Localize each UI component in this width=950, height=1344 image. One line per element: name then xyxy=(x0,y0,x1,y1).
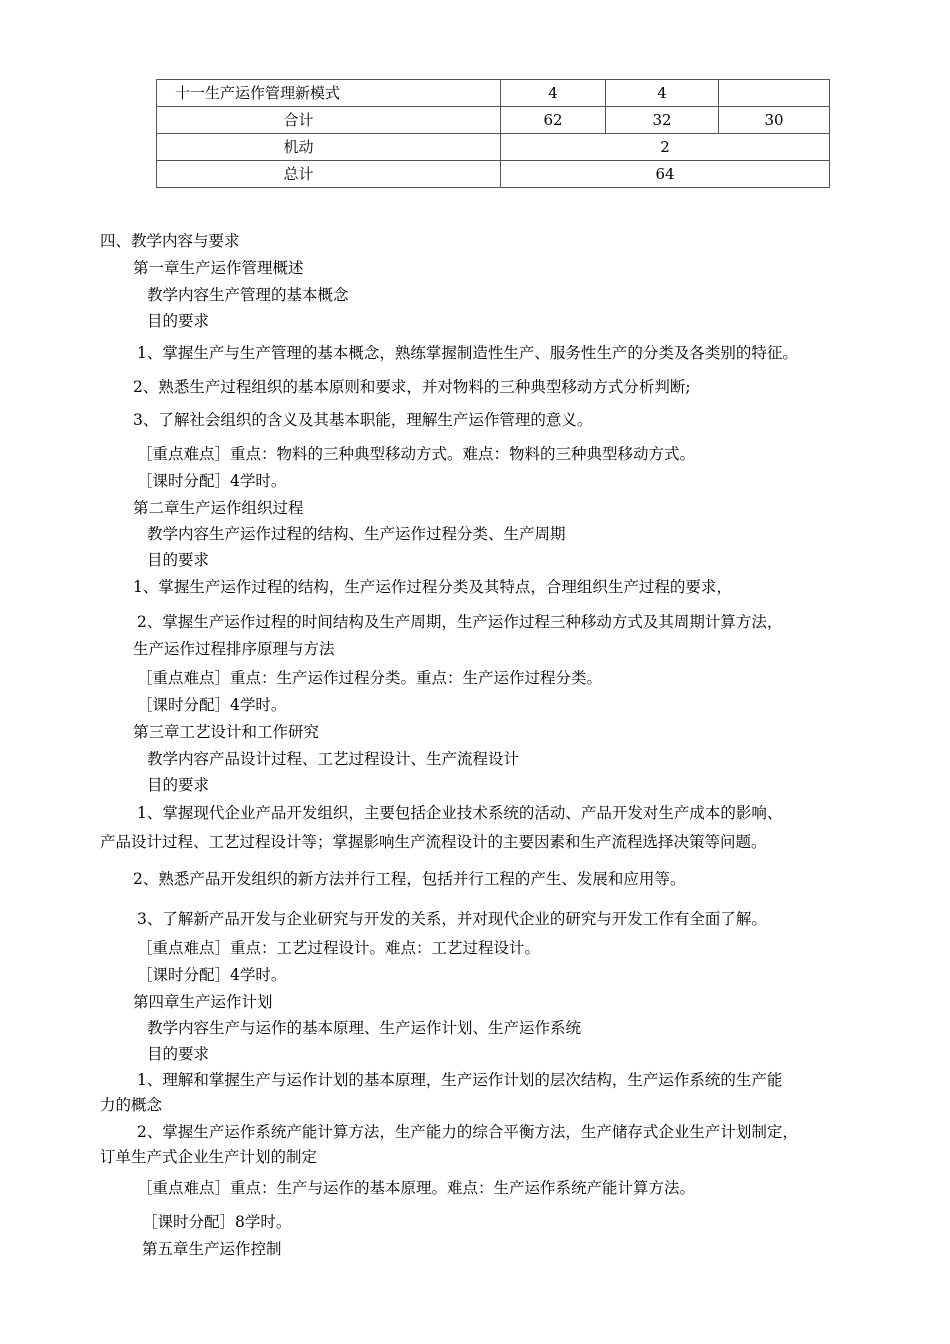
course-hours-table xyxy=(156,79,830,188)
table-cell: 32 xyxy=(606,107,719,134)
content-line: 生产运作过程排序原理与方法 xyxy=(133,640,335,658)
content-line: 2、掌握生产运作过程的时间结构及生产周期，生产运作过程三种移动方式及其周期计算方法， xyxy=(137,613,783,631)
content-line: 教学内容生产管理的基本概念 xyxy=(147,286,349,304)
content-line: 3、了解社会组织的含义及其基本职能，理解生产运作管理的意义。 xyxy=(133,411,593,429)
content-line: 1、掌握生产运作过程的结构，生产运作过程分类及其特点，合理组织生产过程的要求， xyxy=(133,578,732,596)
content-line: ［课时分配］8学时。 xyxy=(142,1213,292,1231)
content-line: 订单生产式企业生产计划的制定 xyxy=(100,1148,318,1166)
content-line: 1、掌握生产与生产管理的基本概念，熟练掌握制造性生产、服务性生产的分类及各类别的特征。 xyxy=(137,344,798,362)
table-cell: 30 xyxy=(719,107,830,134)
content-line: 1、掌握现代企业产品开发组织，主要包括企业技术系统的活动、产品开发对生产成本的影响、 xyxy=(137,804,783,822)
content-line: 目的要求 xyxy=(147,551,210,569)
table-cell: 十一生产运作管理新模式 xyxy=(157,80,501,107)
table-cell: 4 xyxy=(501,80,606,107)
table-cell: 合计 xyxy=(157,107,501,134)
table-cell xyxy=(719,80,830,107)
table-cell: 机动 xyxy=(157,134,501,161)
content-line: ［课时分配］4学时。 xyxy=(137,696,287,714)
content-line: ［重点难点］重点：生产运作过程分类。重点：生产运作过程分类。 xyxy=(137,669,603,687)
chapter-title: 第三章工艺设计和工作研究 xyxy=(133,723,320,741)
content-line: 目的要求 xyxy=(147,776,210,794)
table-row xyxy=(157,107,830,134)
table-cell: 总计 xyxy=(157,161,501,188)
content-line: 教学内容生产运作过程的结构、生产运作过程分类、生产周期 xyxy=(147,525,566,543)
section-heading: 四、教学内容与要求 xyxy=(100,232,240,250)
chapter-title: 第二章生产运作组织过程 xyxy=(133,499,304,517)
content-line: 1、理解和掌握生产与运作计划的基本原理，生产运作计划的层次结构，生产运作系统的生产能 xyxy=(137,1071,783,1089)
content-line: 2、熟悉产品开发组织的新方法并行工程，包括并行工程的产生、发展和应用等。 xyxy=(133,870,686,888)
content-line: 目的要求 xyxy=(147,312,210,330)
content-line: 3、了解新产品开发与企业研究与开发的关系，并对现代企业的研究与开发工作有全面了解。 xyxy=(137,910,767,928)
table-cell: 62 xyxy=(501,107,606,134)
chapter-title: 第一章生产运作管理概述 xyxy=(133,259,304,277)
content-line: 教学内容生产与运作的基本原理、生产运作计划、生产运作系统 xyxy=(147,1019,582,1037)
table-row xyxy=(157,161,830,188)
table-cell: 4 xyxy=(606,80,719,107)
content-line: ［课时分配］4学时。 xyxy=(137,472,287,490)
content-line: 产品设计过程、工艺过程设计等；掌握影响生产流程设计的主要因素和生产流程选择决策等问题。 xyxy=(100,833,767,851)
content-line: 教学内容产品设计过程、工艺过程设计、生产流程设计 xyxy=(147,750,520,768)
content-line: 2、熟悉生产过程组织的基本原则和要求，并对物料的三种典型移动方式分析判断; xyxy=(133,378,691,396)
content-line: ［重点难点］重点：物料的三种典型移动方式。难点：物料的三种典型移动方式。 xyxy=(137,445,696,463)
table-row xyxy=(157,134,830,161)
table-cell: 64 xyxy=(501,161,830,188)
chapter-title: 第五章生产运作控制 xyxy=(142,1240,282,1258)
content-line: 力的概念 xyxy=(100,1096,163,1114)
table-row xyxy=(157,80,830,107)
content-line: 目的要求 xyxy=(147,1045,210,1063)
table-cell: 2 xyxy=(501,134,830,161)
content-line: 2、掌握生产运作系统产能计算方法，生产能力的综合平衡方法，生产储存式企业生产计划制定， xyxy=(137,1123,798,1141)
content-line: ［重点难点］重点：生产与运作的基本原理。难点：生产运作系统产能计算方法。 xyxy=(137,1179,696,1197)
chapter-title: 第四章生产运作计划 xyxy=(133,993,273,1011)
content-line: ［课时分配］4学时。 xyxy=(137,966,287,984)
content-line: ［重点难点］重点：工艺过程设计。难点：工艺过程设计。 xyxy=(137,939,541,957)
